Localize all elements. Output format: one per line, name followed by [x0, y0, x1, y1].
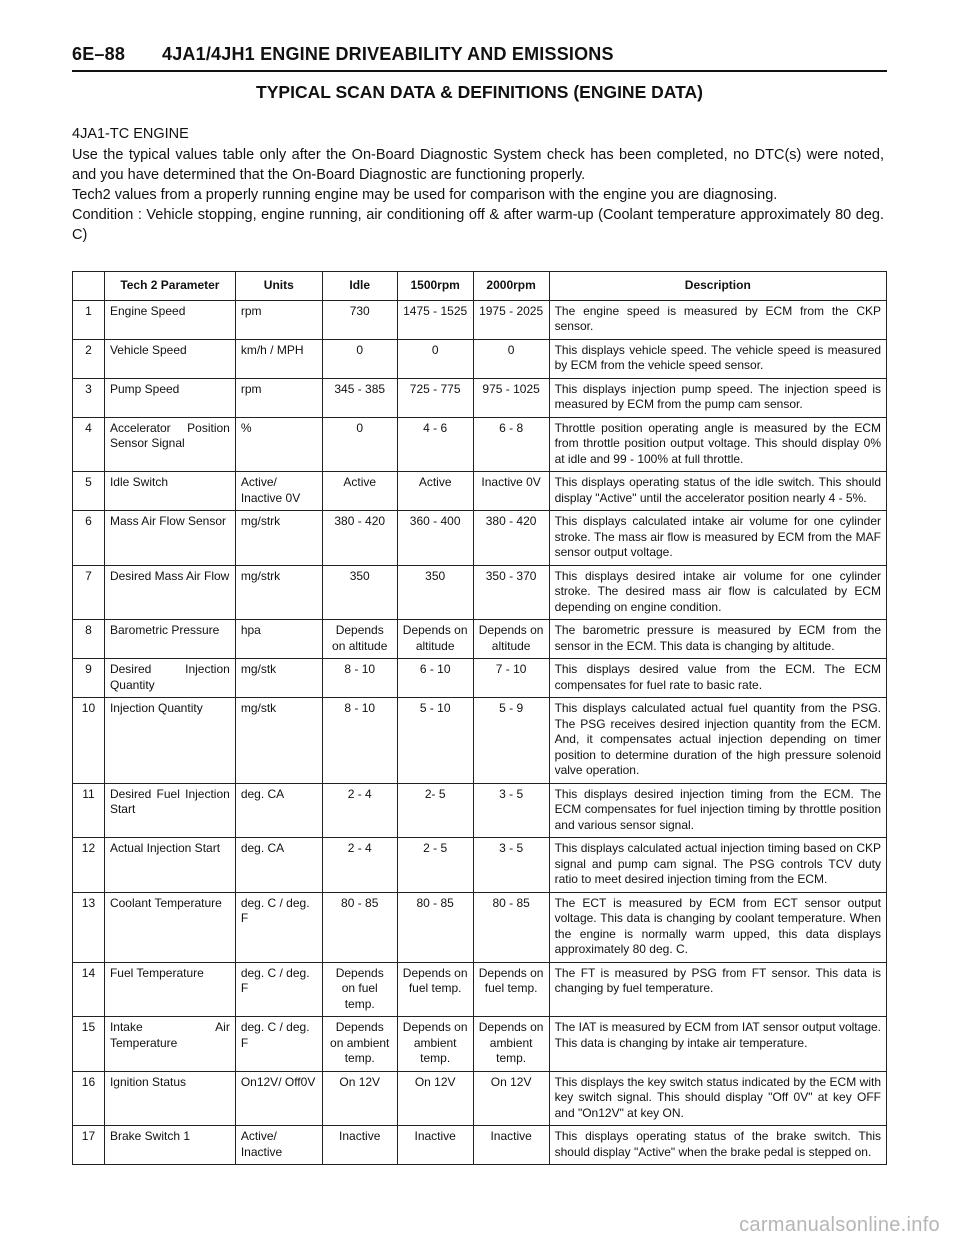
units-cell: km/h / MPH	[235, 339, 322, 378]
rpm1500-cell: Depends on ambient temp.	[397, 1017, 473, 1072]
rpm2000-cell: 3 - 5	[473, 783, 549, 838]
idle-cell: 8 - 10	[322, 698, 397, 784]
units-cell: Active/ Inactive	[235, 1126, 322, 1165]
description-cell: Throttle position operating angle is measured by the ECM from throttle position output voltage. This should display 0% at idle and 99 - 100% at full throttle.	[549, 417, 886, 472]
row-number: 17	[73, 1126, 105, 1165]
idle-cell: Depends on fuel temp.	[322, 962, 397, 1017]
rpm2000-cell: 5 - 9	[473, 698, 549, 784]
idle-cell: 0	[322, 417, 397, 472]
units-cell: rpm	[235, 300, 322, 339]
description-cell: The barometric pressure is measured by ECM from the sensor in the ECM. This data is changing by altitude.	[549, 620, 886, 659]
rpm2000-cell: 3 - 5	[473, 838, 549, 893]
description-cell: The IAT is measured by ECM from IAT sensor output voltage. This data is changing by intake air temperature.	[549, 1017, 886, 1072]
parameter-cell: Barometric Pressure	[104, 620, 235, 659]
parameter-cell: Vehicle Speed	[104, 339, 235, 378]
header-idle: Idle	[322, 272, 397, 301]
table-row	[73, 472, 887, 511]
rpm2000-cell: 975 - 1025	[473, 378, 549, 417]
table-row	[73, 620, 887, 659]
table-row	[73, 1071, 887, 1126]
table-body	[73, 300, 887, 1165]
table-row	[73, 1017, 887, 1072]
parameter-cell: Mass Air Flow Sensor	[104, 511, 235, 566]
header-rule	[72, 70, 887, 72]
table-row	[73, 892, 887, 962]
document-title: TYPICAL SCAN DATA & DEFINITIONS (ENGINE DATA)	[256, 82, 703, 102]
parameter-cell: Accelerator Position Sensor Signal	[104, 417, 235, 472]
parameter-cell: Pump Speed	[104, 378, 235, 417]
units-cell: deg. CA	[235, 838, 322, 893]
rpm2000-cell: 6 - 8	[473, 417, 549, 472]
description-cell: This displays desired value from the ECM. The ECM compensates for fuel rate to basic rate.	[549, 659, 886, 698]
idle-cell: 350	[322, 565, 397, 620]
units-cell: deg. C / deg. F	[235, 892, 322, 962]
rpm1500-cell: 0	[397, 339, 473, 378]
parameter-cell: Desired Mass Air Flow	[104, 565, 235, 620]
row-number: 16	[73, 1071, 105, 1126]
units-cell: deg. C / deg. F	[235, 962, 322, 1017]
description-cell: This displays operating status of the brake switch. This should display "Active" when the brake pedal is stepped on.	[549, 1126, 886, 1165]
units-cell: mg/strk	[235, 565, 322, 620]
units-cell: mg/strk	[235, 511, 322, 566]
engine-heading: 4JA1-TC ENGINE	[72, 126, 189, 142]
header-description: Description	[549, 272, 886, 301]
idle-cell: Depends on ambient temp.	[322, 1017, 397, 1072]
rpm2000-cell: Depends on fuel temp.	[473, 962, 549, 1017]
intro-paragraph-3: Condition : Vehicle stopping, engine running, air conditioning off & after warm-up (Coolant temperature approximately 80 deg. C)	[72, 207, 884, 243]
rpm1500-cell: Depends on altitude	[397, 620, 473, 659]
header-number	[73, 272, 105, 301]
units-cell: On12V/ Off0V	[235, 1071, 322, 1126]
table-row	[73, 783, 887, 838]
parameter-cell: Engine Speed	[104, 300, 235, 339]
rpm1500-cell: 725 - 775	[397, 378, 473, 417]
idle-cell: 730	[322, 300, 397, 339]
header-1500rpm: 1500rpm	[397, 272, 473, 301]
description-cell: This displays desired injection timing from the ECM. The ECM compensates for fuel injection timing by throttle position and various sensor signal.	[549, 783, 886, 838]
page-header	[72, 44, 887, 65]
table-row	[73, 300, 887, 339]
rpm1500-cell: Inactive	[397, 1126, 473, 1165]
description-cell: The ECT is measured by ECM from ECT sensor output voltage. This data is changing by coolant temperature. When the engine is normally warm upped, this data displays approximately 80 deg. C.	[549, 892, 886, 962]
parameter-cell: Idle Switch	[104, 472, 235, 511]
idle-cell: 2 - 4	[322, 838, 397, 893]
row-number: 10	[73, 698, 105, 784]
idle-cell: 345 - 385	[322, 378, 397, 417]
description-cell: The FT is measured by PSG from FT sensor. This data is changing by fuel temperature.	[549, 962, 886, 1017]
rpm1500-cell: 80 - 85	[397, 892, 473, 962]
table-row	[73, 378, 887, 417]
table-row	[73, 838, 887, 893]
row-number: 13	[73, 892, 105, 962]
rpm2000-cell: 7 - 10	[473, 659, 549, 698]
rpm2000-cell: 1975 - 2025	[473, 300, 549, 339]
row-number: 8	[73, 620, 105, 659]
table-row	[73, 1126, 887, 1165]
table-row	[73, 698, 887, 784]
units-cell: mg/stk	[235, 659, 322, 698]
parameter-cell: Fuel Temperature	[104, 962, 235, 1017]
rpm2000-cell: 350 - 370	[473, 565, 549, 620]
parameter-cell: Brake Switch 1	[104, 1126, 235, 1165]
row-number: 14	[73, 962, 105, 1017]
rpm1500-cell: Active	[397, 472, 473, 511]
row-number: 3	[73, 378, 105, 417]
rpm2000-cell: Inactive	[473, 1126, 549, 1165]
rpm2000-cell: Inactive 0V	[473, 472, 549, 511]
parameter-cell: Actual Injection Start	[104, 838, 235, 893]
description-cell: This displays the key switch status indicated by the ECM with key switch signal. This should display "Off 0V" at key OFF and "On12V" at key ON.	[549, 1071, 886, 1126]
idle-cell: 80 - 85	[322, 892, 397, 962]
intro-paragraph-1: Use the typical values table only after the On-Board Diagnostic System check has been completed, no DTC(s) were noted, and you have determined that the On-Board Diagnostic are functioning properly.	[72, 147, 884, 183]
table-row	[73, 659, 887, 698]
idle-cell: On 12V	[322, 1071, 397, 1126]
header-2000rpm: 2000rpm	[473, 272, 549, 301]
rpm2000-cell: Depends on ambient temp.	[473, 1017, 549, 1072]
rpm2000-cell: On 12V	[473, 1071, 549, 1126]
row-number: 11	[73, 783, 105, 838]
row-number: 9	[73, 659, 105, 698]
rpm2000-cell: 380 - 420	[473, 511, 549, 566]
rpm1500-cell: Depends on fuel temp.	[397, 962, 473, 1017]
idle-cell: Active	[322, 472, 397, 511]
parameter-cell: Ignition Status	[104, 1071, 235, 1126]
units-cell: rpm	[235, 378, 322, 417]
units-cell: Active/ Inactive 0V	[235, 472, 322, 511]
table-row	[73, 511, 887, 566]
idle-cell: 2 - 4	[322, 783, 397, 838]
units-cell: mg/stk	[235, 698, 322, 784]
rpm2000-cell: 80 - 85	[473, 892, 549, 962]
header-units: Units	[235, 272, 322, 301]
row-number: 12	[73, 838, 105, 893]
row-number: 1	[73, 300, 105, 339]
description-cell: This displays calculated actual fuel quantity from the PSG. The PSG receives desired injection quantity from the ECM. And, it compensates actual injection depending on timer position to determine duration of the high pressure solenoid valve operation.	[549, 698, 886, 784]
table-row	[73, 417, 887, 472]
rpm1500-cell: 2 - 5	[397, 838, 473, 893]
rpm1500-cell: 5 - 10	[397, 698, 473, 784]
watermark: carmanualsonline.info	[739, 1214, 940, 1236]
rpm1500-cell: On 12V	[397, 1071, 473, 1126]
intro-text	[72, 124, 884, 245]
row-number: 5	[73, 472, 105, 511]
row-number: 2	[73, 339, 105, 378]
description-cell: The engine speed is measured by ECM from the CKP sensor.	[549, 300, 886, 339]
units-cell: %	[235, 417, 322, 472]
table-row	[73, 339, 887, 378]
idle-cell: 0	[322, 339, 397, 378]
page-number: 6E–88	[72, 44, 126, 64]
description-cell: This displays calculated actual injection timing based on CKP signal and pump cam signal. The PSG controls TCV duty ratio to meet desired injection timing from the ECM.	[549, 838, 886, 893]
intro-paragraph-2: Tech2 values from a properly running engine may be used for comparison with the engine you are diagnosing.	[72, 187, 778, 203]
scan-data-table	[72, 271, 887, 1165]
idle-cell: 380 - 420	[322, 511, 397, 566]
parameter-cell: Coolant Temperature	[104, 892, 235, 962]
parameter-cell: Desired Fuel Injection Start	[104, 783, 235, 838]
units-cell: hpa	[235, 620, 322, 659]
table-header-row	[73, 272, 887, 301]
row-number: 4	[73, 417, 105, 472]
rpm1500-cell: 6 - 10	[397, 659, 473, 698]
rpm1500-cell: 350	[397, 565, 473, 620]
rpm2000-cell: Depends on altitude	[473, 620, 549, 659]
description-cell: This displays calculated intake air volume for one cylinder stroke. The mass air flow is measured by ECM from the MAF sensor output voltage.	[549, 511, 886, 566]
units-cell: deg. CA	[235, 783, 322, 838]
description-cell: This displays desired intake air volume for one cylinder stroke. The desired mass air flow is calculated by ECM depending on engine condition.	[549, 565, 886, 620]
description-cell: This displays injection pump speed. The injection speed is measured by ECM from the pump cam sensor.	[549, 378, 886, 417]
parameter-cell: Injection Quantity	[104, 698, 235, 784]
idle-cell: Depends on altitude	[322, 620, 397, 659]
idle-cell: Inactive	[322, 1126, 397, 1165]
header-parameter: Tech 2 Parameter	[104, 272, 235, 301]
parameter-cell: Desired Injection Quantity	[104, 659, 235, 698]
row-number: 7	[73, 565, 105, 620]
row-number: 15	[73, 1017, 105, 1072]
table-row	[73, 962, 887, 1017]
rpm1500-cell: 4 - 6	[397, 417, 473, 472]
description-cell: This displays vehicle speed. The vehicle speed is measured by ECM from the vehicle speed sensor.	[549, 339, 886, 378]
rpm2000-cell: 0	[473, 339, 549, 378]
parameter-cell: Intake Air Temperature	[104, 1017, 235, 1072]
section-title: 4JA1/4JH1 ENGINE DRIVEABILITY AND EMISSIONS	[162, 44, 614, 64]
rpm1500-cell: 2- 5	[397, 783, 473, 838]
row-number: 6	[73, 511, 105, 566]
idle-cell: 8 - 10	[322, 659, 397, 698]
table-row	[73, 565, 887, 620]
rpm1500-cell: 360 - 400	[397, 511, 473, 566]
units-cell: deg. C / deg. F	[235, 1017, 322, 1072]
description-cell: This displays operating status of the idle switch. This should display "Active" until the accelerator position nearly 4 - 5%.	[549, 472, 886, 511]
rpm1500-cell: 1475 - 1525	[397, 300, 473, 339]
